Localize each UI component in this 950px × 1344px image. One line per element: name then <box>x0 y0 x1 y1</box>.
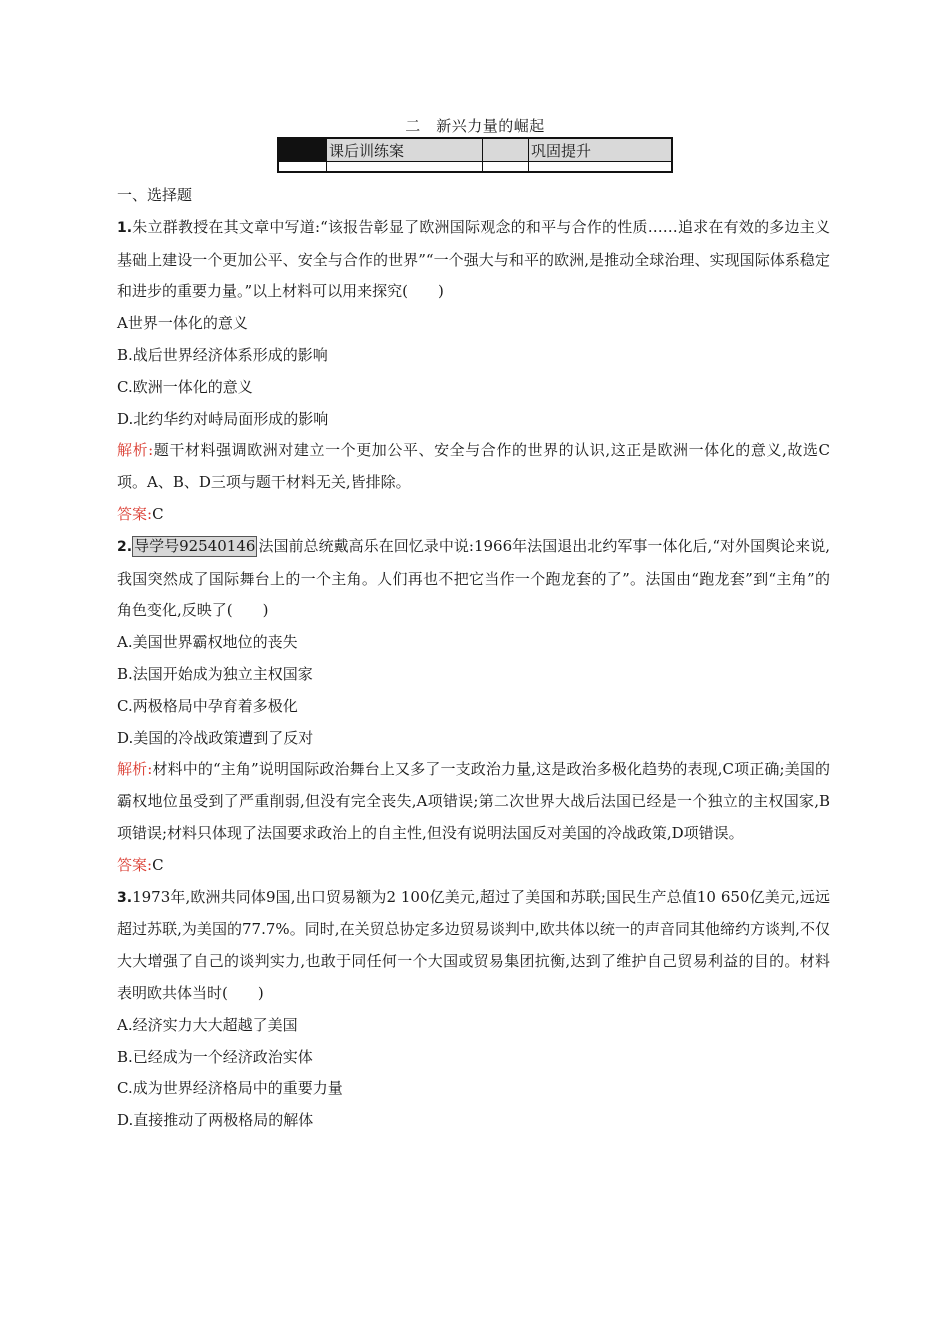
question-stem: 2. 导学号92540146 法国前总统戴高乐在回忆录中说:1966年法国退出北约军事一体化后,“对外国舆论来说,我国突然成了国际舞台上的一个主角。人们再也不把它当作一个跑龙套的了”。法国由“跑龙套”到“主角”的角色变化,反映了( ) <box>117 536 830 620</box>
answer: 答案:C <box>117 855 164 874</box>
option: C.成为世界经济格局中的重要力量 <box>117 1079 343 1098</box>
option: D.直接推动了两极格局的解体 <box>117 1111 314 1130</box>
answer-label: 答案: <box>117 855 153 874</box>
option: C.两极格局中孕育着多极化 <box>117 696 298 715</box>
question-3 <box>117 882 830 1137</box>
banner-left-label: 课后训练案 <box>327 138 483 162</box>
question-1 <box>117 212 830 531</box>
question-stem: 1.朱立群教授在其文章中写道:“该报告彰显了欧洲国际观念的和平与合作的性质……追求在有效的多边主义基础上建设一个更加公平、安全与合作的世界”“一个强大与和平的欧洲,是推动全球治理、实现国际体系稳定和进步的重要力量。”以上材料可以用来探究( ) <box>117 217 830 301</box>
answer-label: 答案: <box>117 504 153 523</box>
banner-mid-cell <box>483 138 529 162</box>
option: B.已经成为一个经济政治实体 <box>117 1047 313 1066</box>
question-number: 3. <box>117 889 133 906</box>
analysis-label: 解析: <box>117 760 153 779</box>
question-2 <box>117 531 830 882</box>
guide-number-tag[interactable]: 导学号92540146 <box>134 536 256 555</box>
option: D.北约华约对峙局面形成的影响 <box>117 409 329 428</box>
option: B.法国开始成为独立主权国家 <box>117 664 313 683</box>
section-banner <box>277 137 673 173</box>
question-stem: 3.1973年,欧洲共同体9国,出口贸易额为2 100亿美元,超过了美国和苏联;国民生产总值10 650亿美元,远远超过苏联,为美国的77.7%。同时,在关贸总协定多边贸易谈判中,欧共体以统一的声音同其他缔约方谈判,不仅大大增强了自己的谈判实力,也敢于同任何一个大国或贸易集团抗衡,达到了维护自己贸易利益的目的。材料表明欧共体当时( ) <box>117 887 830 1002</box>
page-title: 二 新兴力量的崛起 <box>405 117 545 135</box>
question-number: 2. <box>117 538 133 555</box>
banner-right-label: 巩固提升 <box>529 138 673 162</box>
option: B.战后世界经济体系形成的影响 <box>117 345 328 364</box>
banner-dark-cell <box>278 138 327 162</box>
content <box>117 180 830 1137</box>
option: D.美国的冷战政策遭到了反对 <box>117 728 314 747</box>
option: C.欧洲一体化的意义 <box>117 377 253 396</box>
analysis: 解析:题干材料强调欧洲对建立一个更加公平、安全与合作的世界的认识,这正是欧洲一体化的意义,故选C项。A、B、D三项与题干材料无关,皆排除。 <box>117 441 830 492</box>
option: A世界一体化的意义 <box>117 314 248 333</box>
answer: 答案:C <box>117 504 164 523</box>
section-heading: 一、选择题 <box>117 186 193 204</box>
question-number: 1. <box>117 219 133 236</box>
option: A.美国世界霸权地位的丧失 <box>117 633 298 652</box>
analysis: 解析:材料中的“主角”说明国际政治舞台上又多了一支政治力量,这是政治多极化趋势的表现,C项正确;美国的霸权地位虽受到了严重削弱,但没有完全丧失,A项错误;第二次世界大战后法国已经是一个独立的主权国家,B项错误;材料只体现了法国要求政治上的自主性,但没有说明法国反对美国的冷战政策,D项错误。 <box>117 760 830 842</box>
analysis-label: 解析: <box>117 441 154 460</box>
option: A.经济实力大大超越了美国 <box>117 1015 298 1034</box>
